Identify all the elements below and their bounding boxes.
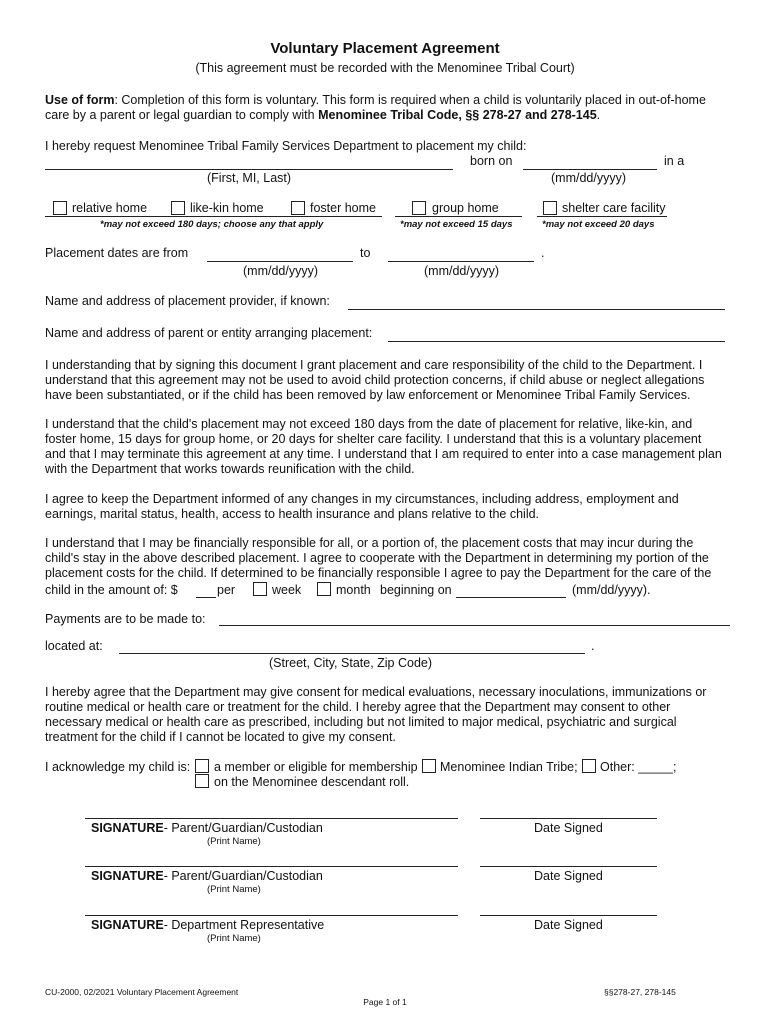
tribe-label: Menominee Indian Tribe;: [440, 760, 578, 774]
signature-label-3: [91, 918, 324, 932]
child-name-field[interactable]: [45, 169, 453, 170]
shelter-care-checkbox[interactable]: [543, 201, 557, 215]
week-label: week: [272, 583, 302, 597]
date-signed-label-1: Date Signed: [534, 821, 603, 835]
tribal-code-ref: Menominee Tribal Code, §§ 278-27 and 278-145: [318, 108, 597, 122]
week-checkbox[interactable]: [253, 582, 267, 596]
signature-label-2: [91, 869, 323, 883]
tribe-checkbox[interactable]: [422, 759, 436, 773]
inform-paragraph: I agree to keep the Department informed of any changes in my circumstances, including address, employment and earnings, marital status, health, access to health insurance and plans relative to the child.: [45, 492, 679, 521]
relative-home-label: relative home: [72, 201, 148, 215]
per-label: per: [217, 583, 236, 597]
date-signed-line-3[interactable]: [480, 915, 657, 916]
payments-label: Payments are to be made to:: [45, 612, 206, 626]
note-20-days: *may not exceed 20 days: [542, 219, 655, 230]
birth-date-field[interactable]: [523, 169, 657, 170]
page-title: Voluntary Placement Agreement: [270, 40, 500, 57]
group-home-checkbox[interactable]: [412, 201, 426, 215]
signature-role-1: - Parent/Guardian/Custodian: [163, 821, 323, 835]
group-divider-20: [537, 216, 667, 217]
parent-entity-label: Name and address of parent or entity arranging placement:: [45, 326, 373, 340]
shelter-care-label: shelter care facility: [562, 201, 666, 215]
date-signed-line-1[interactable]: [480, 818, 657, 819]
signature-line-1[interactable]: [85, 818, 458, 819]
placement-from-hint: (mm/dd/yyyy): [243, 264, 318, 278]
understanding-paragraph: I understanding that by signing this document I grant placement and care responsibility of the child to the Department. I understand that this agreement may not be used to avoid child protection concerns, if child abuse or neglect allegations have been substantiated, or if the child has been removed by law enforcement or Menominee Tribal Family Services.: [45, 358, 705, 402]
other-label: Other: _____;: [600, 760, 677, 774]
located-label: located at:: [45, 639, 103, 653]
descendant-checkbox[interactable]: [195, 774, 209, 788]
month-label: month: [336, 583, 371, 597]
parent-entity-field[interactable]: [388, 341, 725, 342]
financial-paragraph: I understand that I may be financially responsible for all, or a portion of, the placement costs that may incur during the child's stay in the above described placement. I agree to cooperate with the Department in determining my portion of the placement costs for the child. If determined to be financially responsible I agree to pay the Department for the care of the: [45, 536, 712, 580]
payments-field[interactable]: [219, 625, 730, 626]
placement-limit-paragraph: I understand that the child's placement may not exceed 180 days from the date of placement for relative, like-kin, and foster home, 15 days for group home, or 20 days for shelter care facility. I understand that this is a voluntary placement and that I may terminate this agreement at any time. I understand that I am required to enter into a case management plan with the Department that works towards reunification with the child.: [45, 417, 722, 476]
member-label: a member or eligible for membership: [214, 760, 418, 774]
print-name-3: (Print Name): [207, 933, 261, 944]
relative-home-checkbox[interactable]: [53, 201, 67, 215]
request-text: I hereby request Menominee Tribal Family Services Department to placement my child:: [45, 139, 527, 153]
signature-line-3[interactable]: [85, 915, 458, 916]
name-hint: (First, MI, Last): [207, 171, 292, 185]
beginning-date-field[interactable]: [456, 597, 566, 598]
signature-bold-3: SIGNATURE: [91, 918, 164, 932]
page-subtitle: (This agreement must be recorded with the Menominee Tribal Court): [195, 61, 575, 75]
born-on-label: born on: [470, 154, 513, 168]
use-of-form-label: Use of form: [45, 93, 115, 107]
use-of-form-text: : Completion of this form is voluntary. This form is required when a child is voluntarily placed in out-of-home care by a parent or legal guardian to comply with: [45, 93, 706, 122]
signature-bold-1: SIGNATURE: [91, 821, 164, 835]
print-name-2: (Print Name): [207, 884, 261, 895]
provider-field[interactable]: [348, 309, 725, 310]
member-checkbox[interactable]: [195, 759, 209, 773]
footer-code: §§278-27, 278-145: [604, 987, 676, 997]
date-signed-line-2[interactable]: [480, 866, 657, 867]
in-a-label: in a: [664, 154, 685, 168]
note-180-days: *may not exceed 180 days; choose any that apply: [100, 219, 324, 230]
other-checkbox[interactable]: [582, 759, 596, 773]
like-kin-home-checkbox[interactable]: [171, 201, 185, 215]
acknowledge-label: I acknowledge my child is:: [45, 760, 191, 774]
footer-form-id: CU-2000, 02/2021 Voluntary Placement Agreement: [45, 987, 239, 997]
group-home-label: group home: [432, 201, 499, 215]
use-of-form-end: .: [596, 108, 601, 122]
footer-page-number: Page 1 of 1: [363, 997, 407, 1007]
provider-label: Name and address of placement provider, if known:: [45, 294, 330, 308]
located-period: .: [591, 639, 595, 653]
foster-home-label: foster home: [310, 201, 377, 215]
month-checkbox[interactable]: [317, 582, 331, 596]
placement-dates-label: Placement dates are from: [45, 246, 189, 260]
use-of-form-paragraph: [45, 93, 725, 123]
signature-role-3: - Department Representative: [163, 918, 325, 932]
medical-consent-paragraph: I hereby agree that the Department may give consent for medical evaluations, necessary inoculations, immunizations or routine medical or health care or treatment for the child. I hereby agree that the Department may consent to other necessary medical or health care as prescribed, including but not limited to major medical, psychiatric and surgical treatment for the child if I cannot be located to give my consent.: [45, 685, 707, 744]
amount-label: child in the amount of: $: [45, 583, 178, 597]
signature-label-1: [91, 821, 323, 835]
date-signed-label-3: Date Signed: [534, 918, 603, 932]
placement-to-hint: (mm/dd/yyyy): [424, 264, 499, 278]
beginning-label: beginning on: [380, 583, 452, 597]
print-name-1: (Print Name): [207, 836, 261, 847]
like-kin-home-label: like-kin home: [190, 201, 264, 215]
placement-to-field[interactable]: [388, 261, 534, 262]
signature-line-2[interactable]: [85, 866, 458, 867]
signature-role-2: - Parent/Guardian/Custodian: [163, 869, 323, 883]
foster-home-checkbox[interactable]: [291, 201, 305, 215]
descendant-label: on the Menominee descendant roll.: [214, 775, 410, 789]
address-hint: (Street, City, State, Zip Code): [269, 656, 433, 670]
placement-from-field[interactable]: [207, 261, 353, 262]
located-field[interactable]: [119, 653, 585, 654]
amount-field[interactable]: [196, 597, 216, 598]
birth-date-hint: (mm/dd/yyyy): [551, 171, 626, 185]
note-15-days: *may not exceed 15 days: [400, 219, 513, 230]
beginning-date-hint: (mm/dd/yyyy).: [572, 583, 651, 597]
placement-to-label: to: [360, 246, 371, 260]
group-divider-15: [395, 216, 522, 217]
placement-period: .: [541, 246, 545, 260]
date-signed-label-2: Date Signed: [534, 869, 603, 883]
group-divider-180: [45, 216, 382, 217]
signature-bold-2: SIGNATURE: [91, 869, 164, 883]
